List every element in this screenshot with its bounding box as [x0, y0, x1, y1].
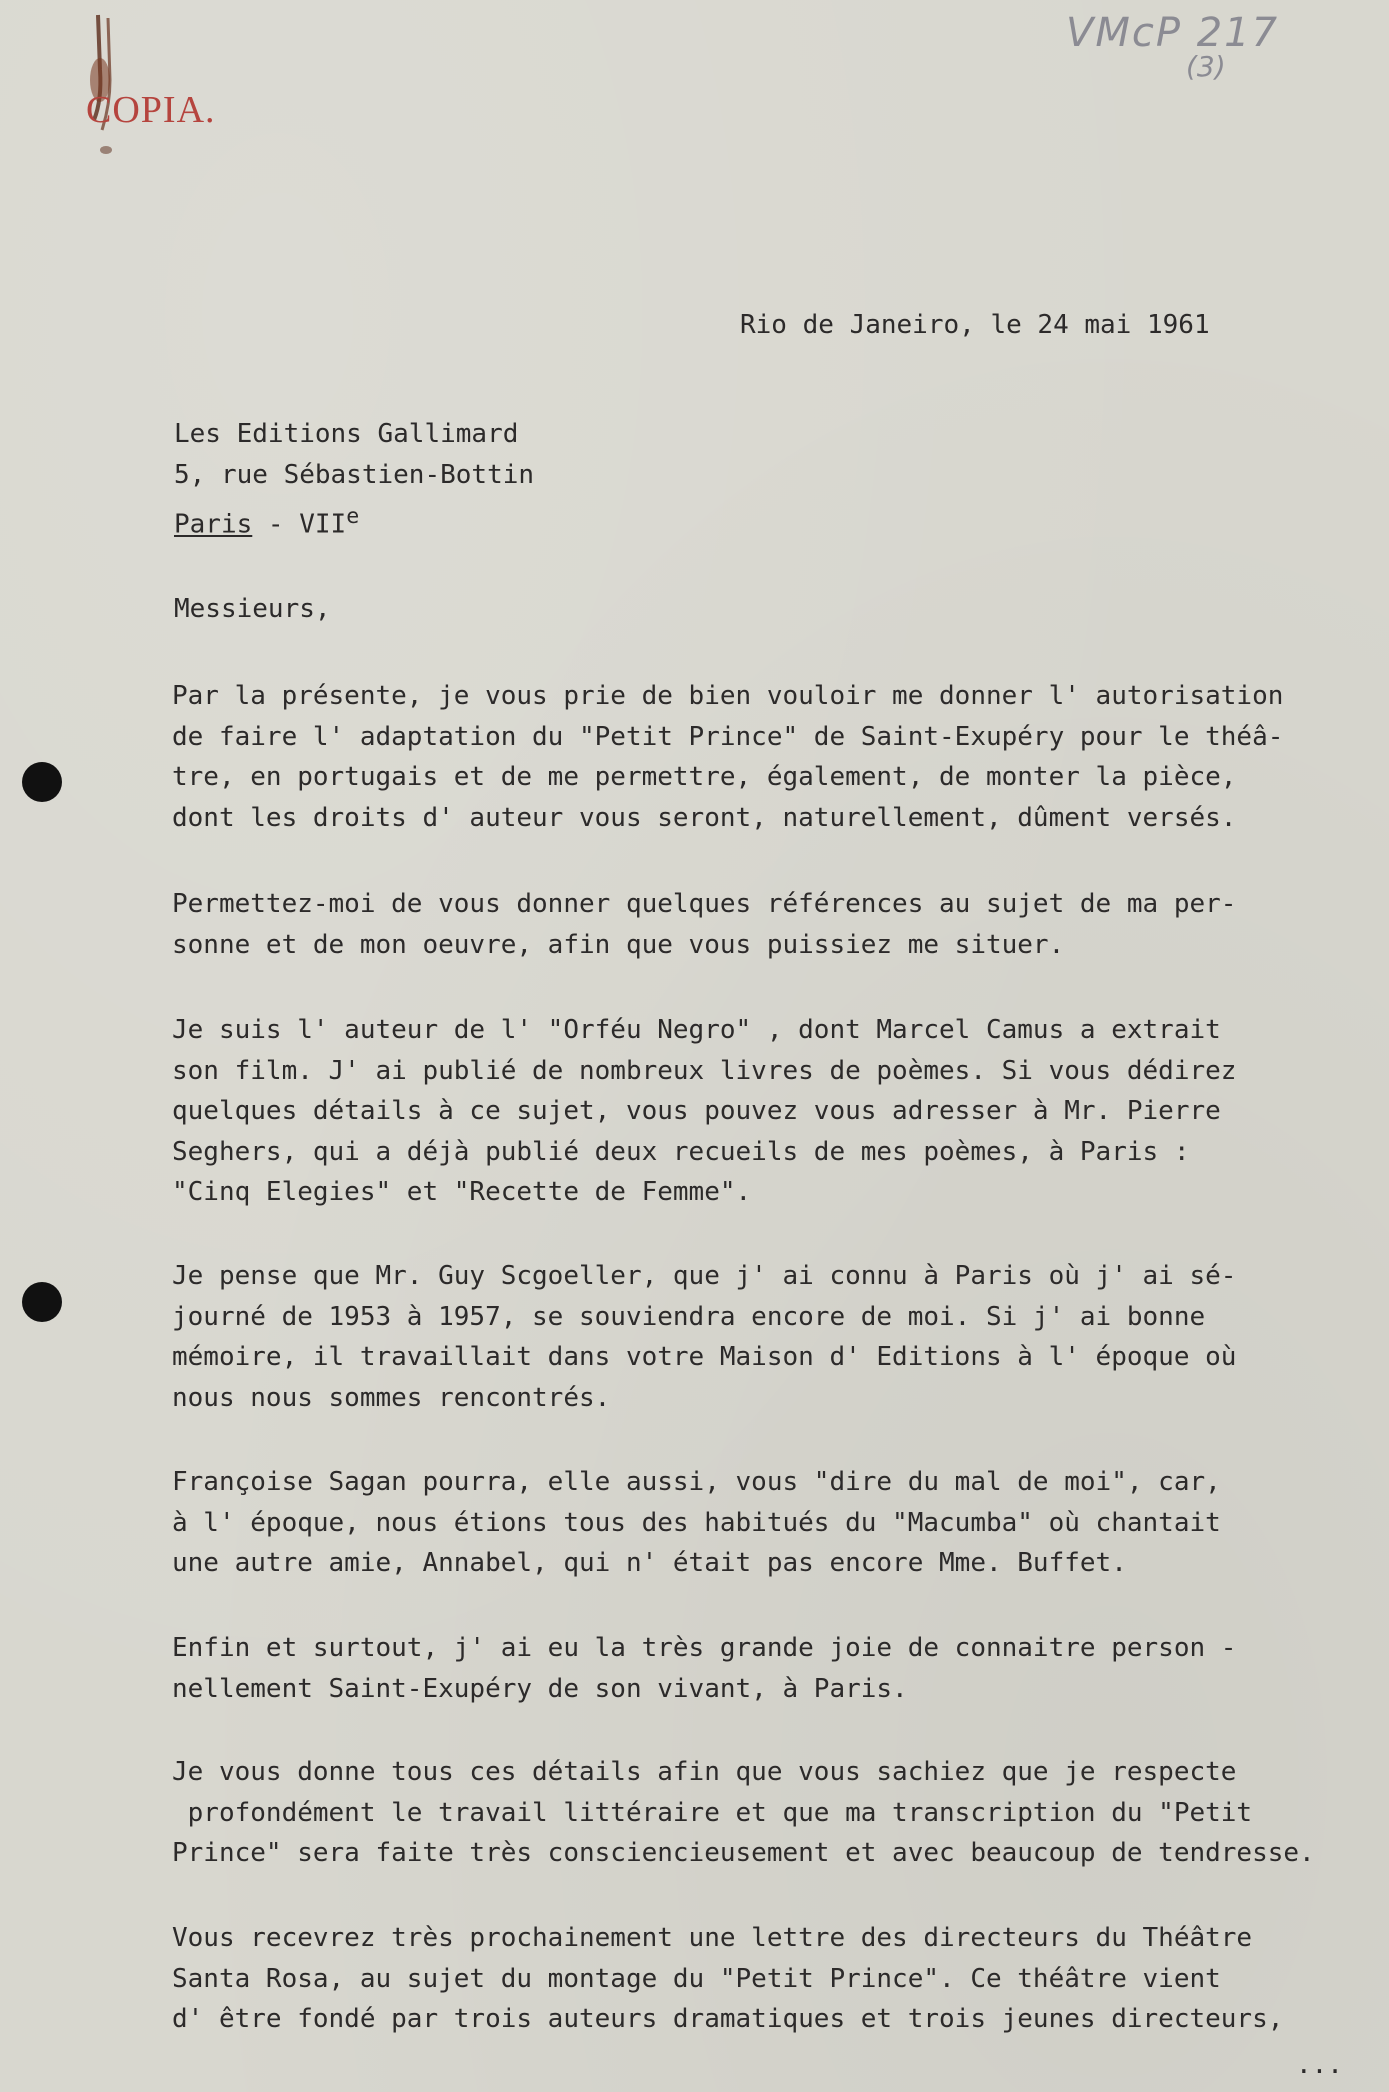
paragraph-line: une autre amie, Annabel, qui n' était pas encore Mme. Buffet. [172, 1548, 1127, 1578]
paragraph-5 [172, 1462, 1221, 1584]
paragraph-line: nous nous sommes rencontrés. [172, 1382, 611, 1413]
paragraph-line: mémoire, il travaillait dans votre Maison d' Editions à l' époque où [172, 1342, 1237, 1372]
paragraph-line: tre, en portugais et de me permettre, également, de monter la pièce, [172, 762, 1237, 792]
paragraph-2 [172, 884, 1236, 965]
paragraph-line: profondément le travail littéraire et que ma transcription du "Petit [172, 1797, 1253, 1828]
continuation-mark: ... [1296, 2050, 1343, 2080]
paragraph-line: Par la présente, je vous prie de bien vouloir me donner l' autorisation [172, 681, 1284, 711]
address-line-2: 5, rue Sébastien-Bottin [174, 460, 535, 490]
recipient-address [174, 414, 534, 546]
copia-stamp: COPIA. [86, 89, 216, 131]
paragraph-4 [172, 1256, 1236, 1418]
punch-hole-bottom [22, 1282, 62, 1322]
paragraph-1 [172, 676, 1283, 838]
paragraph-3 [172, 1010, 1236, 1213]
paragraph-line: Je vous donne tous ces détails afin que vous sachiez que je respecte [172, 1757, 1237, 1787]
paragraph-line: à l' époque, nous étions tous des habitués du "Macumba" où chantait [172, 1507, 1221, 1538]
address-line-1: Les Editions Gallimard [174, 419, 519, 449]
paragraph-line: Je pense que Mr. Guy Scgoeller, que j' ai connu à Paris où j' ai sé- [172, 1261, 1237, 1291]
paragraph-8 [172, 1918, 1283, 2040]
letter-dateline: Rio de Janeiro, le 24 mai 1961 [740, 310, 1210, 340]
archive-reference: VMcP 217 [1066, 10, 1280, 56]
address-city: Paris [174, 509, 253, 540]
paragraph-line: Permettez-moi de vous donner quelques références au sujet de ma per- [172, 889, 1237, 919]
paragraph-line: de faire l' adaptation du "Petit Prince" de Saint-Exupéry pour le théâ- [172, 721, 1284, 752]
letter-salutation: Messieurs, [174, 594, 331, 624]
paragraph-line: journé de 1953 à 1957, se souviendra encore de moi. Si j' ai bonne [172, 1301, 1206, 1332]
paragraph-line: Enfin et surtout, j' ai eu la très grande joie de connaitre person - [172, 1633, 1237, 1663]
paragraph-line: dont les droits d' auteur vous seront, naturellement, dûment versés. [172, 802, 1237, 833]
paragraph-line: Françoise Sagan pourra, elle aussi, vous "dire du mal de moi", car, [172, 1467, 1221, 1497]
paperclip-rust-stain [88, 10, 118, 160]
paragraph-line: d' être fondé par trois auteurs dramatiques et trois jeunes directeurs, [172, 2004, 1284, 2034]
archive-sub-reference: (3) [1186, 50, 1226, 83]
paragraph-line: "Cinq Elegies" et "Recette de Femme". [172, 1177, 752, 1207]
paragraph-line: Seghers, qui a déjà publié deux recueils de mes poèmes, à Paris : [172, 1136, 1190, 1167]
paragraph-line: quelques détails à ce sujet, vous pouvez vous adresser à Mr. Pierre [172, 1096, 1221, 1126]
address-line-3 [174, 496, 534, 546]
paragraph-line: Santa Rosa, au sujet du montage du "Petit Prince". Ce théâtre vient [172, 1963, 1221, 1994]
paragraph-line: Je suis l' auteur de l' "Orféu Negro" , dont Marcel Camus a extrait [172, 1015, 1221, 1045]
paragraph-line: Vous recevrez très prochainement une lettre des directeurs du Théâtre [172, 1923, 1253, 1953]
paragraph-6 [172, 1628, 1236, 1709]
paragraph-line: nellement Saint-Exupéry de son vivant, à Paris. [172, 1673, 908, 1704]
paragraph-line: son film. J' ai publié de nombreux livres de poèmes. Si vous dédirez [172, 1055, 1237, 1086]
punch-hole-top [22, 762, 62, 802]
address-district-superscript: e [346, 504, 360, 529]
paragraph-line: Prince" sera faite très consciencieusement et avec beaucoup de tendresse. [172, 1838, 1315, 1868]
address-district: - VII [252, 509, 347, 540]
paragraph-line: sonne et de mon oeuvre, afin que vous puissiez me situer. [172, 929, 1065, 960]
paragraph-7 [172, 1752, 1315, 1874]
